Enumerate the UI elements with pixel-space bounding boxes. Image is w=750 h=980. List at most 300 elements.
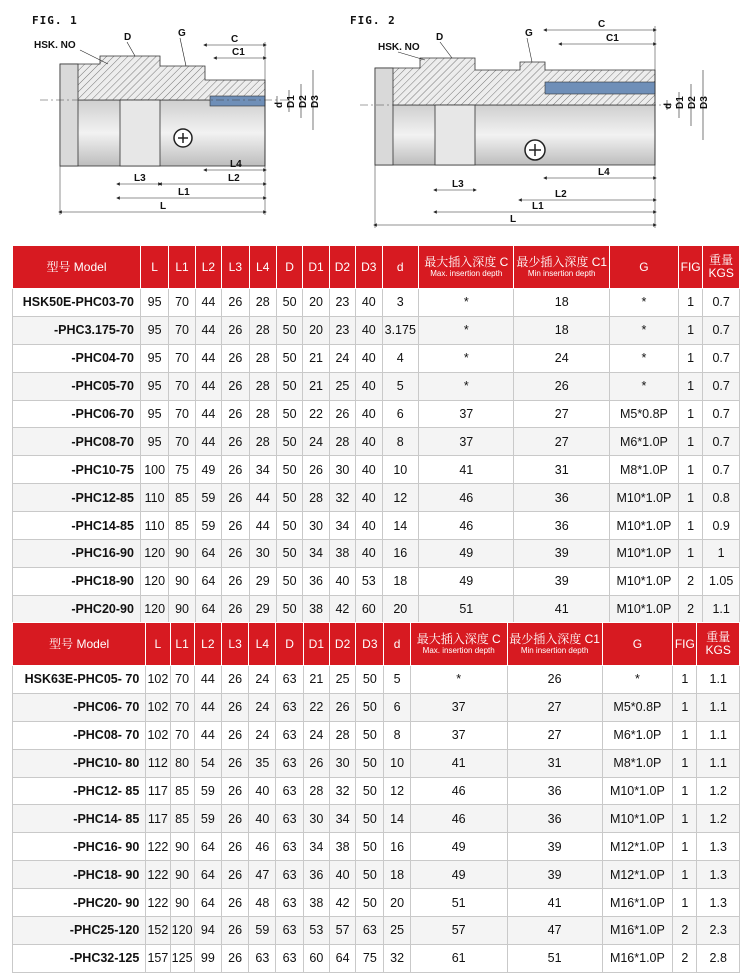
model-cell: HSK50E-PHC03-70 (13, 289, 141, 317)
spec-cell: 50 (356, 777, 384, 805)
spec-cell: 41 (410, 749, 507, 777)
spec-cell: 1 (678, 316, 702, 344)
spec-cell: 30 (249, 540, 276, 568)
col-D3: D3 (356, 246, 382, 289)
fig2-dim-D: D (436, 32, 444, 43)
spec-cell: 24 (249, 721, 276, 749)
fig1-dim-L2: L2 (228, 173, 240, 184)
spec-cell: 64 (195, 595, 221, 623)
spec-cell: 26 (222, 484, 249, 512)
spec-cell: 26 (303, 456, 329, 484)
spec-cell: 40 (356, 456, 382, 484)
spec-cell: 50 (356, 805, 384, 833)
spec-cell: 6 (384, 693, 410, 721)
table-row (13, 861, 740, 889)
spec-cell: 50 (276, 484, 302, 512)
fig2-collar (435, 105, 475, 165)
table-row (13, 484, 740, 512)
spec-cell: 46 (249, 833, 276, 861)
spec-cell: 44 (249, 512, 276, 540)
spec-cell: 1 (673, 861, 697, 889)
spec-cell: 59 (194, 777, 221, 805)
spec-cell: 1.1 (697, 749, 740, 777)
spec-cell: 1.1 (697, 721, 740, 749)
spec-cell: 1.2 (697, 805, 740, 833)
model-cell: -PHC3.175-70 (13, 316, 141, 344)
spec-cell: 59 (195, 512, 221, 540)
fig1-dim-G: G (178, 28, 186, 39)
spec-cell: M6*1.0P (602, 721, 673, 749)
spec-cell: 26 (221, 861, 248, 889)
fig2-label: FIG. 2 (350, 14, 396, 27)
spec-cell: 63 (276, 917, 303, 945)
spec-cell: 44 (195, 400, 221, 428)
spec-cell: 30 (329, 749, 355, 777)
spec-cell: 63 (356, 917, 384, 945)
spec-cell: 44 (194, 721, 221, 749)
spec-cell: 110 (140, 512, 168, 540)
spec-cell: 26 (222, 428, 249, 456)
spec-cell: 40 (356, 540, 382, 568)
spec-cell: 38 (303, 595, 329, 623)
spec-cell: 8 (382, 428, 419, 456)
spec-cell: 50 (276, 540, 302, 568)
table-row (13, 721, 740, 749)
spec-cell: 1 (678, 289, 702, 317)
spec-cell: 3.175 (382, 316, 419, 344)
spec-cell: 125 (170, 944, 194, 972)
spec-cell: 122 (146, 861, 170, 889)
spec-cell: 63 (276, 889, 303, 917)
spec-cell: 50 (356, 833, 384, 861)
spec-cell: 1.2 (697, 777, 740, 805)
spec-cell: 117 (146, 777, 170, 805)
spec-cell: 44 (195, 372, 221, 400)
spec-cell: 50 (276, 400, 302, 428)
spec-cell: 1 (673, 693, 697, 721)
spec-cell: 29 (249, 595, 276, 623)
table-body (13, 289, 740, 624)
model-cell: -PHC08- 70 (13, 721, 146, 749)
model-cell: -PHC14-85 (13, 512, 141, 540)
spec-cell: 2.3 (697, 917, 740, 945)
spec-cell: 40 (329, 861, 355, 889)
fig2-dim-L2: L2 (555, 189, 567, 200)
table-row (13, 344, 740, 372)
spec-cell: 117 (146, 805, 170, 833)
fig2-flange (375, 68, 393, 165)
fig1-dim-L4: L4 (230, 159, 242, 170)
spec-cell: 44 (195, 289, 221, 317)
spec-cell: 26 (221, 693, 248, 721)
model-cell: -PHC08-70 (13, 428, 141, 456)
spec-cell: M10*1.0P (609, 567, 678, 595)
spec-cell: 18 (514, 289, 609, 317)
fig1-dim-L3: L3 (134, 173, 146, 184)
spec-cell: 49 (419, 567, 514, 595)
fig1-hatched-section (60, 56, 265, 100)
spec-cell: 23 (329, 316, 355, 344)
col-weight: 重量 KGS (703, 246, 740, 289)
col-L1: L1 (169, 246, 195, 289)
spec-cell: 90 (170, 833, 194, 861)
spec-cell: 38 (303, 889, 329, 917)
spec-cell: 23 (329, 289, 355, 317)
spec-cell: 0.9 (703, 512, 740, 540)
fig2-dim-D2: D2 (687, 96, 698, 109)
fig1-dim-C: C (231, 34, 239, 45)
spec-cell: 1 (678, 456, 702, 484)
col-L2: L2 (195, 246, 221, 289)
table-header-row (13, 623, 740, 666)
spec-cell: 21 (303, 372, 329, 400)
model-cell: -PHC16- 90 (13, 833, 146, 861)
spec-cell: * (410, 666, 507, 694)
spec-cell: M10*1.0P (609, 512, 678, 540)
spec-cell: * (419, 344, 514, 372)
spec-cell: 5 (382, 372, 419, 400)
spec-cell: 49 (410, 833, 507, 861)
spec-cell: 24 (514, 344, 609, 372)
spec-cell: 16 (382, 540, 419, 568)
fig2-dim-L4: L4 (598, 167, 610, 178)
spec-cell: 32 (329, 777, 355, 805)
col-L1: L1 (170, 623, 194, 666)
fig1-dim-D3: D3 (310, 95, 321, 108)
spec-cell: 1 (678, 540, 702, 568)
spec-cell: 85 (170, 777, 194, 805)
spec-cell: 49 (419, 540, 514, 568)
spec-cell: 1 (673, 833, 697, 861)
spec-cell: 4 (382, 344, 419, 372)
spec-cell: 20 (382, 595, 419, 623)
col-D: D (276, 623, 303, 666)
fig1-dim-D1: D1 (286, 95, 297, 108)
spec-cell: 70 (170, 666, 194, 694)
spec-cell: 28 (303, 777, 329, 805)
spec-cell: 42 (329, 889, 355, 917)
spec-cell: 26 (221, 917, 248, 945)
spec-cell: 28 (329, 428, 355, 456)
spec-cell: 95 (140, 289, 168, 317)
fig2-dim-D1: D1 (675, 96, 686, 109)
spec-cell: 46 (410, 805, 507, 833)
table-row (13, 749, 740, 777)
spec-cell: 0.7 (703, 372, 740, 400)
spec-cell: 44 (194, 666, 221, 694)
spec-cell: 34 (303, 833, 329, 861)
spec-cell: 152 (146, 917, 170, 945)
spec-cell: 26 (329, 693, 355, 721)
spec-cell: 50 (276, 289, 302, 317)
spec-cell: 2 (678, 595, 702, 623)
spec-cell: 102 (146, 693, 170, 721)
spec-cell: * (602, 666, 673, 694)
table-row (13, 316, 740, 344)
spec-cell: 3 (382, 289, 419, 317)
spec-cell: 1 (678, 372, 702, 400)
spec-cell: 31 (507, 749, 602, 777)
table-row (13, 540, 740, 568)
spec-cell: 36 (303, 567, 329, 595)
spec-cell: 26 (329, 400, 355, 428)
spec-cell: 110 (140, 484, 168, 512)
spec-table-hsk50e (12, 245, 740, 624)
spec-cell: 37 (419, 400, 514, 428)
spec-cell: 50 (356, 721, 384, 749)
col-D2: D2 (329, 246, 355, 289)
spec-cell: 1 (678, 344, 702, 372)
model-cell: -PHC10- 80 (13, 749, 146, 777)
model-cell: -PHC25-120 (13, 917, 146, 945)
spec-cell: 22 (303, 400, 329, 428)
spec-cell: 5 (384, 666, 410, 694)
spec-cell: 70 (170, 721, 194, 749)
spec-cell: 26 (222, 316, 249, 344)
col-model: 型号 Model (13, 623, 146, 666)
spec-cell: 30 (303, 805, 329, 833)
spec-cell: 14 (384, 805, 410, 833)
spec-cell: 63 (276, 721, 303, 749)
spec-cell: 14 (382, 512, 419, 540)
spec-cell: 95 (140, 400, 168, 428)
spec-cell: 36 (507, 777, 602, 805)
model-cell: -PHC06- 70 (13, 693, 146, 721)
fig2-dim-d: d (663, 102, 674, 109)
spec-cell: 64 (195, 540, 221, 568)
spec-cell: 24 (249, 693, 276, 721)
fig1-bore (210, 96, 265, 106)
spec-cell: 10 (382, 456, 419, 484)
col-min-depth: 最少插入深度 C1 Min insertion depth (514, 246, 609, 289)
spec-cell: 44 (195, 344, 221, 372)
spec-cell: 120 (140, 540, 168, 568)
spec-cell: 34 (329, 512, 355, 540)
table-row (13, 917, 740, 945)
spec-cell: M16*1.0P (602, 944, 673, 972)
model-cell: -PHC16-90 (13, 540, 141, 568)
spec-cell: 1 (673, 889, 697, 917)
spec-cell: 27 (514, 400, 609, 428)
spec-cell: 75 (356, 944, 384, 972)
spec-cell: 40 (356, 344, 382, 372)
spec-cell: 1 (678, 428, 702, 456)
spec-cell: 0.7 (703, 428, 740, 456)
spec-cell: 64 (329, 944, 355, 972)
model-cell: -PHC18- 90 (13, 861, 146, 889)
spec-cell: 51 (419, 595, 514, 623)
spec-cell: 18 (382, 567, 419, 595)
spec-cell: 21 (303, 666, 329, 694)
spec-cell: 31 (514, 456, 609, 484)
spec-cell: 26 (221, 944, 248, 972)
col-D1: D1 (303, 623, 329, 666)
spec-cell: 70 (169, 428, 195, 456)
col-L4: L4 (249, 246, 276, 289)
spec-cell: 39 (514, 540, 609, 568)
spec-cell: 2.8 (697, 944, 740, 972)
spec-cell: 90 (169, 595, 195, 623)
spec-cell: 28 (329, 721, 355, 749)
spec-cell: 75 (169, 456, 195, 484)
spec-cell: M8*1.0P (602, 749, 673, 777)
spec-cell: * (609, 316, 678, 344)
spec-cell: 34 (329, 805, 355, 833)
col-D1: D1 (303, 246, 329, 289)
spec-cell: 41 (507, 889, 602, 917)
spec-cell: 100 (140, 456, 168, 484)
spec-cell: 63 (276, 666, 303, 694)
spec-cell: 12 (384, 777, 410, 805)
spec-cell: 46 (419, 484, 514, 512)
spec-cell: 46 (410, 777, 507, 805)
spec-cell: 42 (329, 595, 355, 623)
spec-cell: 39 (514, 567, 609, 595)
spec-cell: 36 (507, 805, 602, 833)
col-d: d (382, 246, 419, 289)
fig2-hatched-section (375, 58, 655, 105)
col-D: D (276, 246, 302, 289)
table-row (13, 944, 740, 972)
col-L3: L3 (222, 246, 249, 289)
spec-cell: 30 (303, 512, 329, 540)
spec-cell: 122 (146, 833, 170, 861)
spec-cell: 70 (169, 289, 195, 317)
spec-cell: 99 (194, 944, 221, 972)
spec-cell: 70 (169, 316, 195, 344)
spec-cell: 50 (356, 889, 384, 917)
spec-cell: 1 (678, 484, 702, 512)
fig2-drawing (360, 19, 710, 228)
col-L: L (146, 623, 170, 666)
col-weight: 重量 KGS (697, 623, 740, 666)
spec-cell: 50 (276, 512, 302, 540)
spec-cell: 24 (303, 721, 329, 749)
spec-cell: 50 (356, 749, 384, 777)
table-row (13, 289, 740, 317)
spec-cell: 95 (140, 372, 168, 400)
spec-cell: 49 (410, 861, 507, 889)
spec-cell: 28 (249, 289, 276, 317)
spec-cell: 63 (249, 944, 276, 972)
spec-cell: 0.7 (703, 400, 740, 428)
spec-cell: 1.3 (697, 889, 740, 917)
model-cell: -PHC06-70 (13, 400, 141, 428)
fig1-dim-d: d (274, 101, 285, 108)
spec-cell: 63 (276, 749, 303, 777)
spec-cell: 44 (195, 428, 221, 456)
spec-cell: M10*1.0P (602, 805, 673, 833)
spec-cell: 18 (384, 861, 410, 889)
spec-cell: 2 (678, 567, 702, 595)
spec-cell: 47 (507, 917, 602, 945)
spec-cell: 40 (356, 428, 382, 456)
fig1-dim-L: L (160, 201, 167, 212)
col-L4: L4 (249, 623, 276, 666)
model-cell: -PHC12-85 (13, 484, 141, 512)
spec-cell: 59 (194, 805, 221, 833)
spec-cell: 64 (194, 833, 221, 861)
table-header-row (13, 246, 740, 289)
spec-cell: 16 (384, 833, 410, 861)
table-row (13, 512, 740, 540)
model-cell: -PHC18-90 (13, 567, 141, 595)
spec-cell: 63 (276, 805, 303, 833)
spec-cell: 26 (222, 372, 249, 400)
spec-cell: 1.1 (697, 666, 740, 694)
spec-cell: 8 (384, 721, 410, 749)
spec-cell: 46 (419, 512, 514, 540)
spec-cell: 0.7 (703, 456, 740, 484)
spec-cell: 10 (384, 749, 410, 777)
spec-cell: 35 (249, 749, 276, 777)
spec-cell: 50 (276, 428, 302, 456)
spec-cell: 63 (276, 861, 303, 889)
spec-cell: 26 (222, 540, 249, 568)
spec-cell: 70 (169, 400, 195, 428)
fig1-dim-L1: L1 (178, 187, 190, 198)
spec-cell: 49 (195, 456, 221, 484)
spec-cell: 50 (276, 595, 302, 623)
spec-cell: 63 (276, 777, 303, 805)
spec-cell: 85 (169, 484, 195, 512)
table-row (13, 777, 740, 805)
spec-cell: 6 (382, 400, 419, 428)
fig1-body-lower (60, 100, 265, 166)
spec-cell: 26 (303, 749, 329, 777)
col-D2: D2 (329, 623, 355, 666)
spec-cell: 26 (221, 749, 248, 777)
spec-cell: 40 (356, 512, 382, 540)
col-L3: L3 (221, 623, 248, 666)
table-row (13, 456, 740, 484)
spec-cell: 41 (419, 456, 514, 484)
model-cell: -PHC20- 90 (13, 889, 146, 917)
spec-cell: * (609, 372, 678, 400)
fig1-dim-D2: D2 (298, 95, 309, 108)
fig2-hsk-label: HSK. NO (378, 42, 420, 53)
table-row (13, 666, 740, 694)
spec-cell: 95 (140, 316, 168, 344)
spec-cell: * (609, 289, 678, 317)
col-L2: L2 (194, 623, 221, 666)
spec-cell: 24 (329, 344, 355, 372)
spec-cell: 40 (249, 777, 276, 805)
spec-cell: 70 (169, 344, 195, 372)
spec-cell: 20 (303, 289, 329, 317)
spec-cell: 39 (507, 833, 602, 861)
spec-cell: 0.7 (703, 316, 740, 344)
spec-cell: 25 (329, 666, 355, 694)
table-row (13, 372, 740, 400)
spec-cell: 26 (514, 372, 609, 400)
col-fig: FIG (673, 623, 697, 666)
technical-drawing (0, 0, 750, 240)
fig1-collar (120, 100, 160, 166)
fig2-dim-L3: L3 (452, 179, 464, 190)
spec-cell: * (419, 316, 514, 344)
spec-cell: 102 (146, 666, 170, 694)
spec-cell: 85 (169, 512, 195, 540)
spec-cell: 48 (249, 889, 276, 917)
spec-table-hsk63e (12, 622, 740, 973)
spec-cell: 40 (329, 567, 355, 595)
spec-cell: 26 (221, 721, 248, 749)
spec-cell: 57 (410, 917, 507, 945)
model-cell: -PHC12- 85 (13, 777, 146, 805)
spec-cell: 50 (356, 693, 384, 721)
fig2-body-lower (375, 105, 655, 165)
